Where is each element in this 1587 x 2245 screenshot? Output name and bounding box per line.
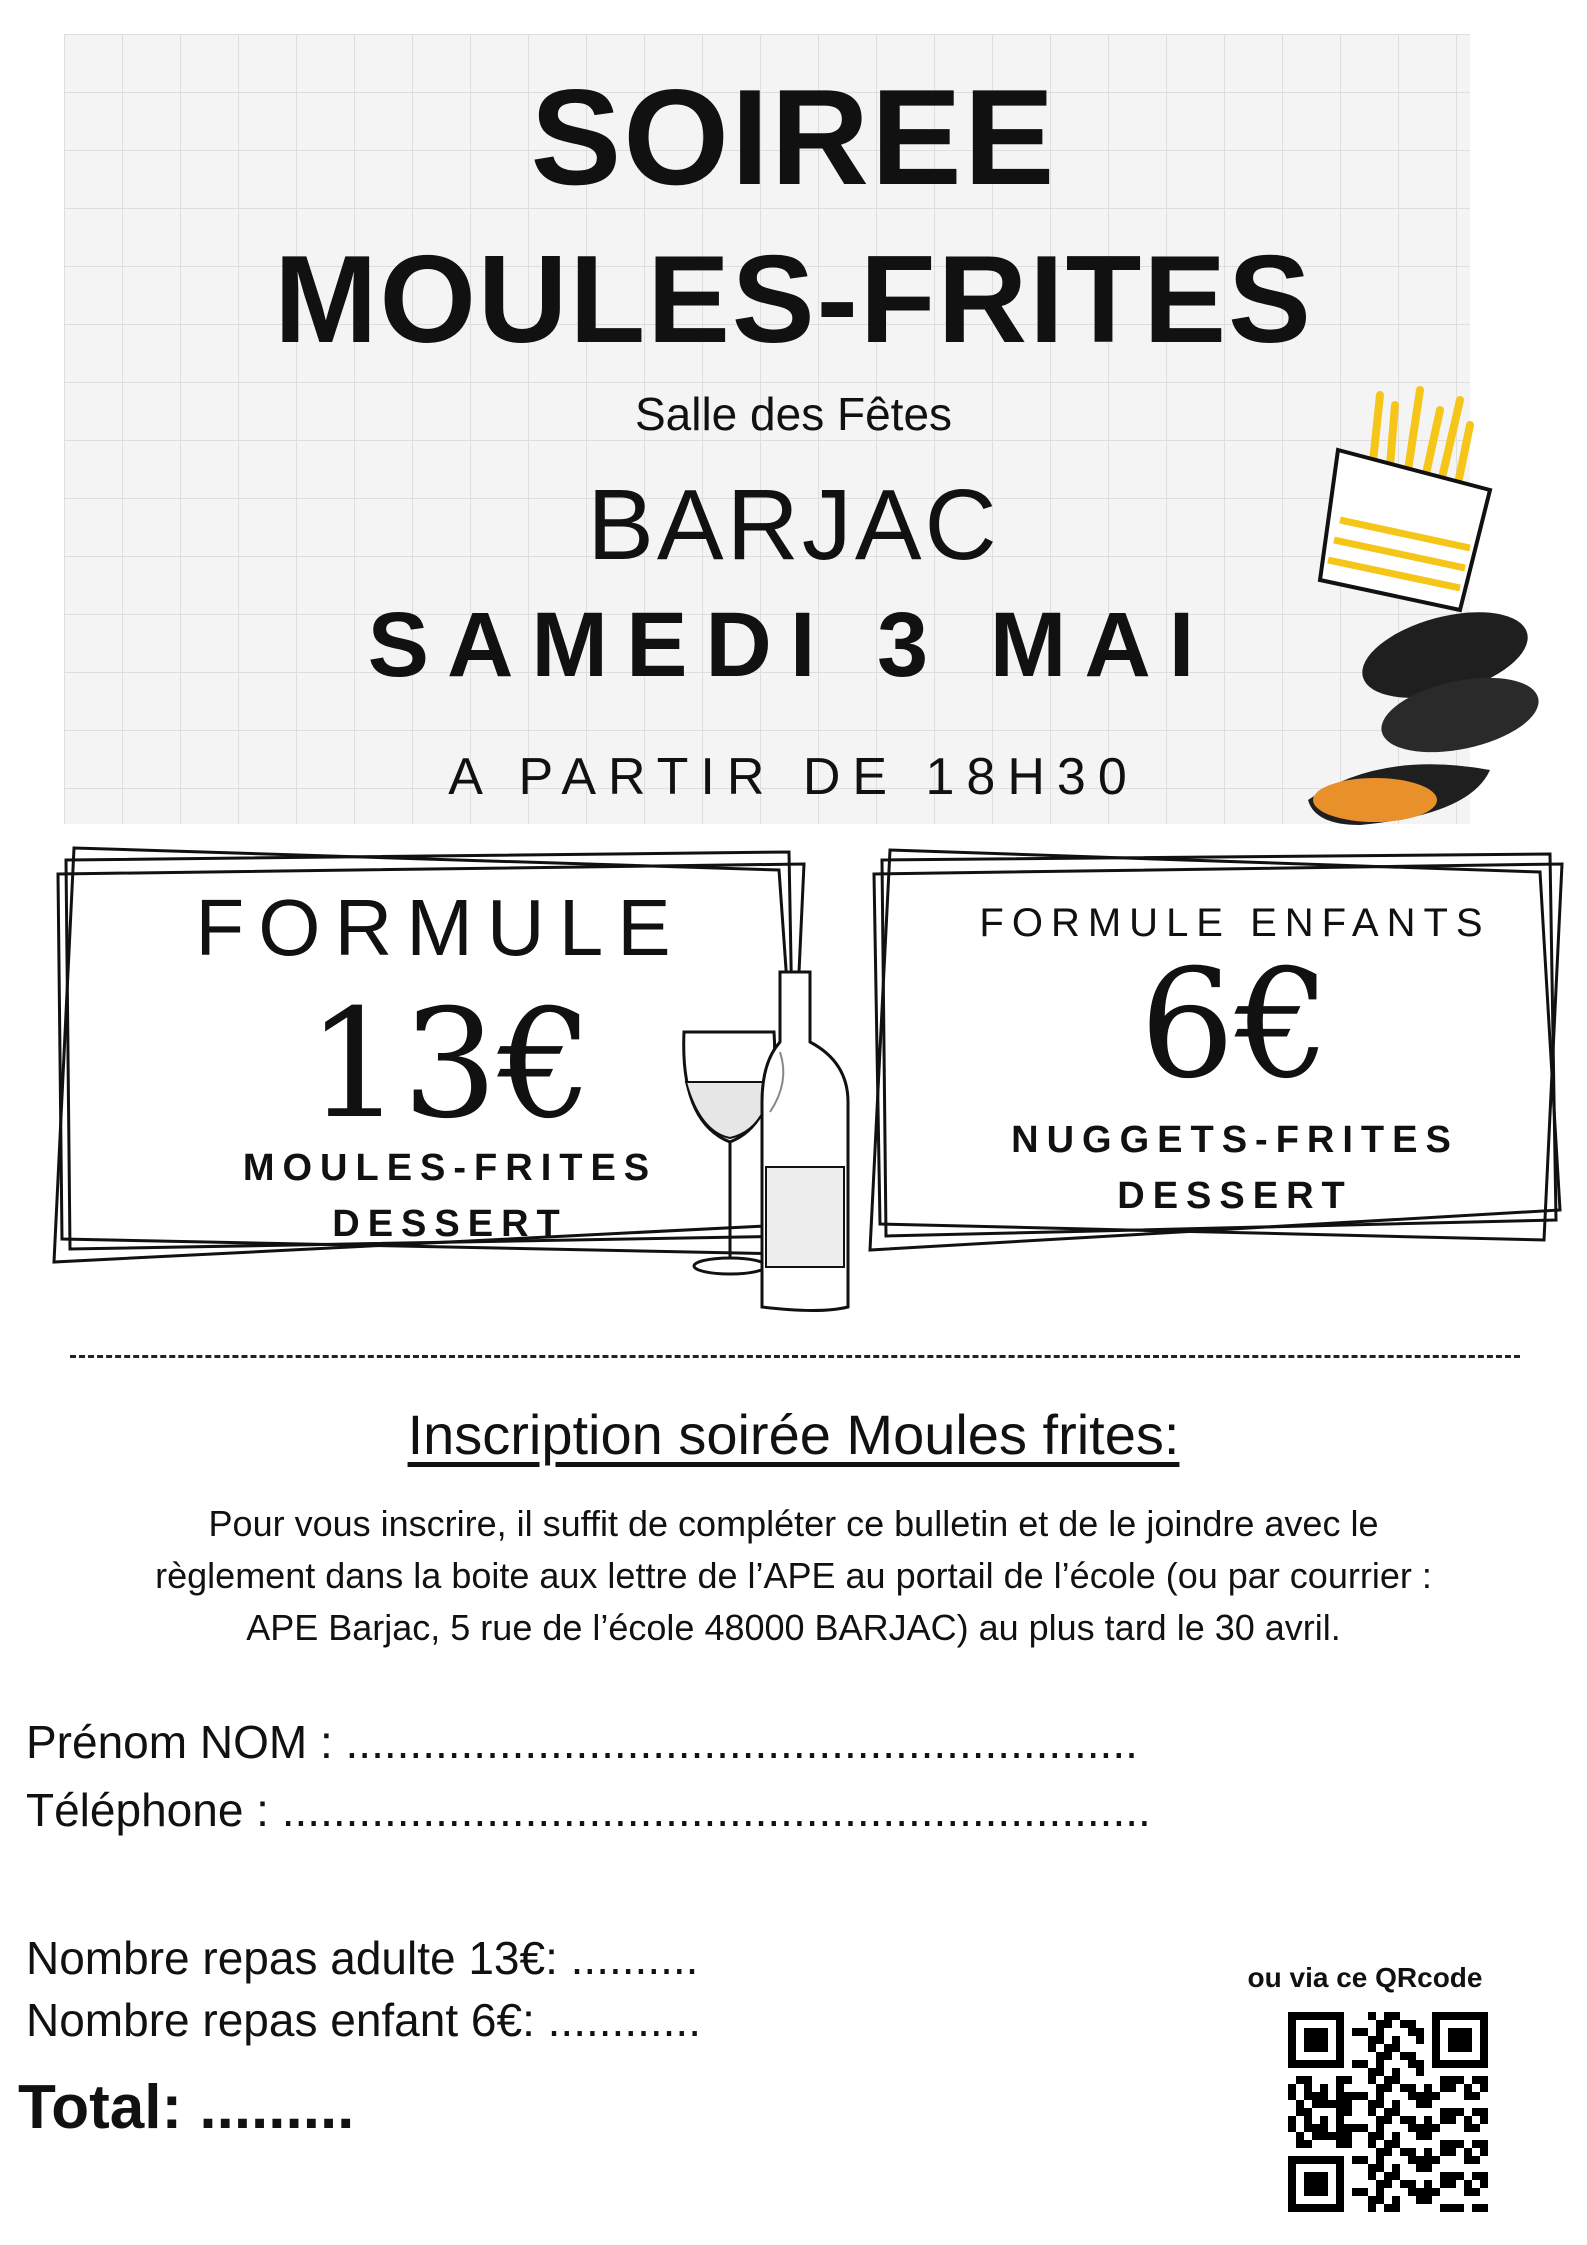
total-field[interactable]: Total: .........: [18, 2073, 355, 2142]
formule-child-line2: DESSERT: [1117, 1175, 1353, 1217]
phone-field[interactable]: Téléphone : ....................................................................: [26, 1784, 1151, 1836]
registration-instructions: [20, 1498, 1567, 1654]
event-date: SAMEDI 3 MAI: [367, 594, 1213, 696]
town-label: BARJAC: [587, 469, 1000, 581]
formule-child-menu: [890, 1112, 1580, 1224]
formule-adult-menu: [160, 1140, 740, 1252]
event-time: A PARTIR DE 18H30: [448, 748, 1139, 806]
cut-separator: [70, 1355, 1520, 1358]
qr-label: ou via ce QRcode: [1247, 1962, 1483, 1993]
name-field[interactable]: Prénom NOM : ..............................................................: [26, 1716, 1138, 1768]
instructions-line3: APE Barjac, 5 rue de l’école 48000 BARJAC) au plus tard le 30 avril.: [246, 1607, 1341, 1648]
child-meals-field[interactable]: Nombre repas enfant 6€: ............: [26, 1994, 701, 2046]
instructions-line2: règlement dans la boite aux lettre de l’APE au portail de l’école (ou par courrier :: [155, 1555, 1432, 1596]
registration-title: Inscription soirée Moules frites:: [407, 1403, 1180, 1466]
formule-adult-line2: DESSERT: [332, 1203, 568, 1245]
instructions-line1: Pour vous inscrire, il suffit de compléter ce bulletin et de le joindre avec le: [208, 1503, 1379, 1544]
event-title-line1: SOIREE: [530, 61, 1057, 213]
mussels-icon: [1300, 600, 1540, 840]
formule-adult-price: 13€: [306, 978, 594, 1152]
event-title-line2: MOULES-FRITES: [274, 231, 1313, 369]
venue-label: Salle des Fêtes: [634, 388, 953, 440]
formule-adult-title: FORMULE: [195, 883, 685, 972]
formule-child-title: FORMULE ENFANTS: [979, 901, 1491, 945]
adult-meals-field[interactable]: Nombre repas adulte 13€: ..........: [26, 1932, 699, 1984]
qr-code-icon[interactable]: [1288, 2012, 1488, 2212]
formule-child-line1: NUGGETS-FRITES: [1011, 1119, 1459, 1161]
formule-child-price: 6€: [1139, 938, 1331, 1112]
wine-bottle-icon: [670, 962, 870, 1322]
formule-adult-line1: MOULES-FRITES: [242, 1147, 658, 1189]
